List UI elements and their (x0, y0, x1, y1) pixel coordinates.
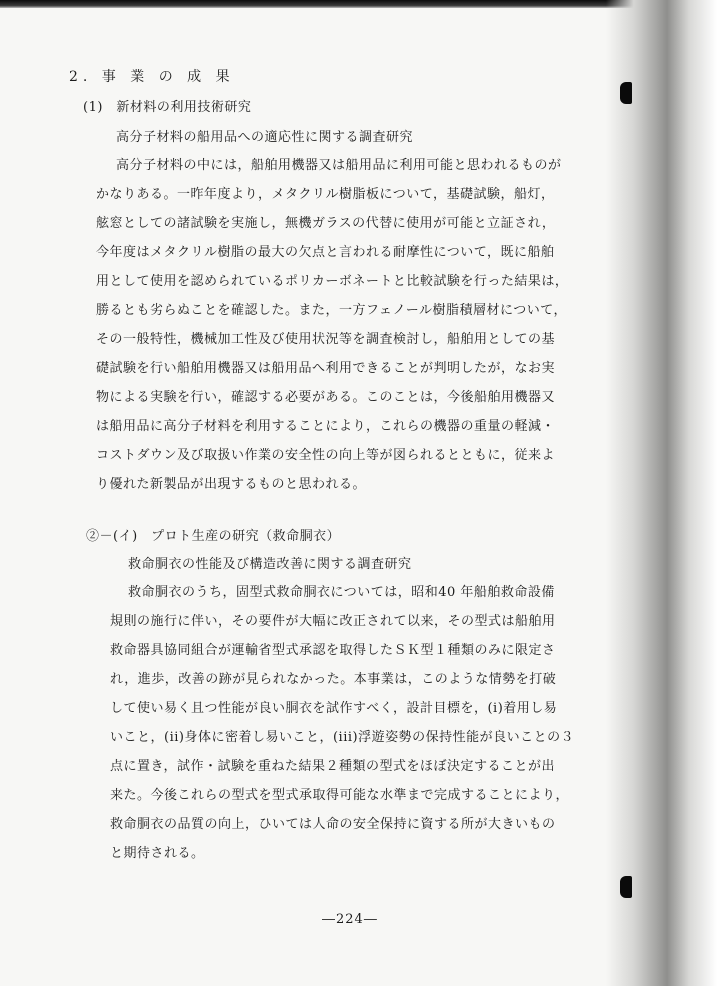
paragraph-1-line: 高分子材料の中には，船舶用機器又は船用品に利用可能と思われるものが (116, 158, 562, 173)
paragraph-2-line: 来た。今後これらの型式を型式承取得可能な水準まで完成することにより， (110, 788, 570, 803)
subsection-1-heading: (1) 新材料の利用技術研究 (83, 100, 252, 115)
paragraph-2-line: 救命胴衣の品質の向上，ひいては人命の安全保持に資する所が大きいもの (110, 817, 556, 832)
paragraph-2-line: れ，進歩，改善の跡が見られなかった。本事業は，このような情勢を打破 (110, 672, 557, 687)
paragraph-2-line: して使い易く且つ性能が良い胴衣を試作すべく，設計目標を，(i)着用し易 (110, 701, 558, 716)
paragraph-1-line: コストダウン及び取扱い作業の安全性の向上等が図られるとともに，従来よ (96, 448, 556, 463)
binding-hole (620, 876, 632, 898)
paragraph-1-line: 用として使用を認められているポリカーボネートと比較試験を行った結果は， (96, 274, 569, 289)
binding-shadow (606, 0, 717, 986)
paragraph-1-line: かなりある。一昨年度より，メタクリル樹脂板について，基礎試験，船灯， (96, 187, 555, 202)
paragraph-1-line: 今年度はメタクリル樹脂の最大の欠点と言われる耐摩性について，既に船舶 (96, 245, 555, 260)
paragraph-1-line: 礎試験を行い船舶用機器又は船用品へ利用できることが判明したが，なお実 (96, 361, 556, 376)
binding-hole (620, 82, 632, 104)
subsection-2-heading: ②－(イ) プロト生産の研究（救命胴衣） (86, 529, 341, 544)
paragraph-1-line: 勝るとも劣らぬことを確認した。また，一方フェノール樹脂積層材について， (96, 303, 567, 318)
paragraph-1-line: り優れた新製品が出現するものと思われる。 (96, 477, 367, 492)
paragraph-1-line: は船用品に高分子材料を利用することにより，これらの機器の重量の軽減・ (96, 419, 556, 434)
paragraph-1-line: 舷窓としての諸試験を実施し，無機ガラスの代替に使用が可能と立証され， (96, 216, 556, 231)
paragraph-2-line: 救命胴衣のうち，固型式救命胴衣については，昭和40 年船舶救命設備 (128, 585, 555, 600)
paragraph-2-line: 規則の施行に伴い，その要件が大幅に改正されて以来，その型式は船舶用 (110, 614, 556, 629)
paragraph-2-line: と期待される。 (110, 846, 205, 861)
paragraph-1-line: その一般特性，機械加工性及び使用状況等を調査検討し，船舶用としての基 (96, 332, 556, 347)
paragraph-2-line: 点に置き，試作・試験を重ねた結果２種類の型式をほぼ決定することが出 (110, 759, 555, 774)
paragraph-1-line: 物による実験を行い，確認する必要がある。このことは，今後船舶用機器又 (96, 390, 556, 405)
paragraph-2-line: 救命器具協同組合が運輸省型式承認を取得したＳＫ型１種類のみに限定さ (110, 643, 556, 658)
page-number: ―224― (322, 912, 378, 927)
subsection-1-title: 高分子材料の船用品への適応性に関する調査研究 (116, 130, 414, 145)
subsection-2-title: 救命胴衣の性能及び構造改善に関する調査研究 (128, 557, 412, 572)
paragraph-2-line: いこと，(ii)身体に密着し易いこと，(iii)浮遊姿勢の保持性能が良いことの３ (110, 730, 575, 745)
section-heading: 2. 事 業 の 成 果 (69, 69, 235, 85)
